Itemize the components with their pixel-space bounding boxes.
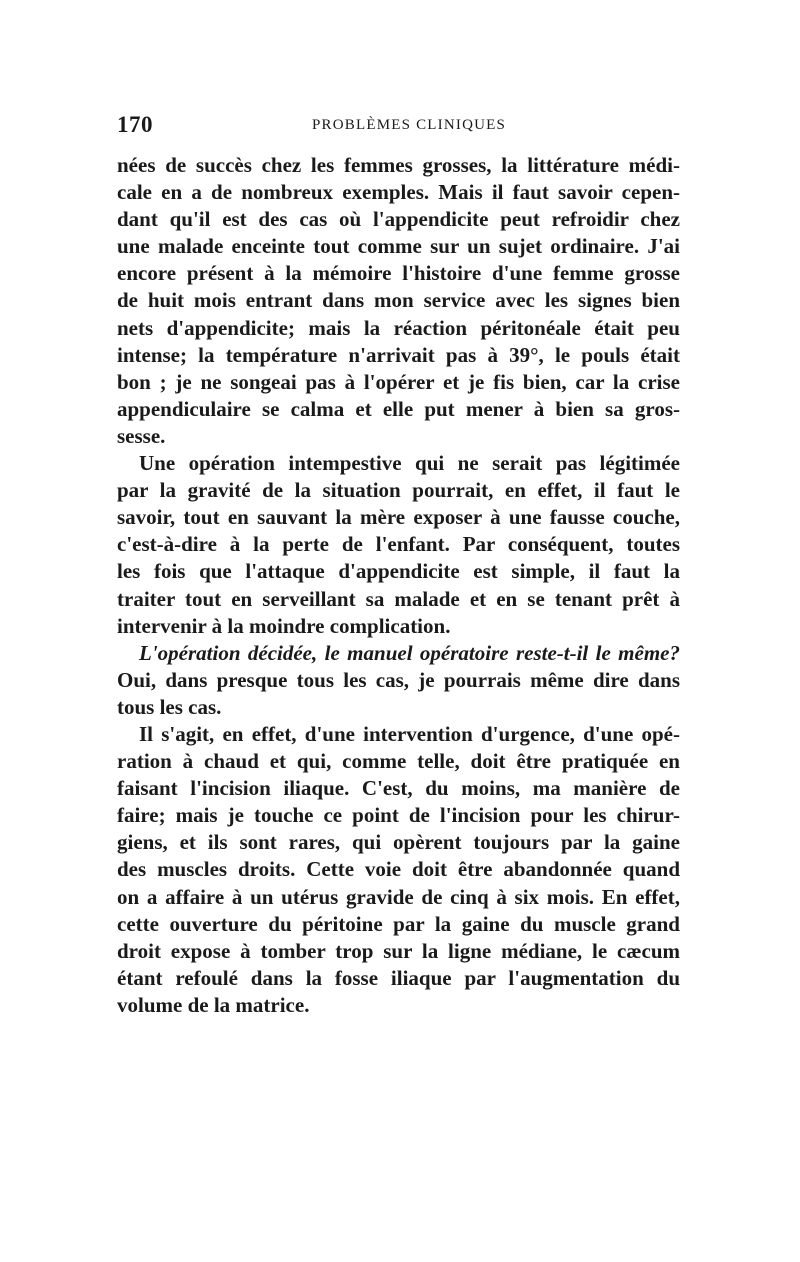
text-line: étant refoulé dans la fosse iliaque par l'augmentation du: [117, 965, 680, 990]
text-line: sesse.: [117, 423, 166, 448]
text-line: volume de la matrice.: [117, 992, 310, 1017]
text-line: Il s'agit, en effet, d'une intervention d'urgence, d'une opé-: [139, 721, 680, 746]
text-line: cale en a de nombreux exemples. Mais il faut savoir cepen-: [117, 180, 680, 205]
text-line: savoir, tout en sauvant la mère exposer à une fausse couche,: [117, 505, 680, 530]
text-line: dant qu'il est des cas où l'appendicite peut refroidir chez: [117, 207, 680, 232]
text-line: faire; mais je touche ce point de l'incision pour les chirur-: [117, 803, 680, 828]
text-line: par la gravité de la situation pourrait, en effet, il faut le: [117, 478, 680, 503]
body-text: [117, 152, 680, 1019]
text-line: traiter tout en serveillant sa malade et en se tenant prêt à: [117, 586, 680, 611]
section-question: [117, 640, 680, 667]
text-line: des muscles droits. Cette voie doit être abandonnée quand: [117, 857, 680, 882]
text-line: cette ouverture du péritoine par la gaine du muscle grand: [117, 911, 680, 936]
text-line: giens, et ils sont rares, qui opèrent toujours par la gaine: [117, 830, 680, 855]
text-line: nées de succès chez les femmes grosses, la littérature médi-: [117, 153, 680, 177]
text-line: on a affaire à un utérus gravide de cinq à six mois. En effet,: [117, 884, 680, 909]
text-line: encore présent à la mémoire l'histoire d'une femme grosse: [117, 261, 680, 286]
page-number: 170: [117, 112, 153, 137]
text-line: ration à chaud et qui, comme telle, doit être pratiquée en: [117, 749, 680, 774]
page-header: [117, 112, 680, 146]
text-line: faisant l'incision iliaque. C'est, du moins, ma manière de: [117, 776, 680, 801]
text-line: intervenir à la moindre complication.: [117, 613, 451, 638]
italic-question: L'opération décidée, le manuel opératoire reste-t-il le même?: [139, 640, 680, 665]
text-line: Une opération intempestive qui ne serait pas légitimée: [139, 451, 680, 476]
text-line: bon ; je ne songeai pas à l'opérer et je fis bien, car la crise: [117, 369, 680, 394]
running-head: PROBLÈMES CLINIQUES: [312, 117, 507, 133]
text-line: nets d'appendicite; mais la réaction péritonéale était peu: [117, 315, 680, 340]
text-line: les fois que l'attaque d'appendicite est simple, il faut la: [117, 559, 680, 584]
text-line: Oui, dans presque tous les cas, je pourrais même dire dans: [117, 667, 680, 692]
text-line: intense; la température n'arrivait pas à 39°, le pouls était: [117, 342, 680, 367]
text-line: de huit mois entrant dans mon service avec les signes bien: [117, 288, 680, 313]
text-line: une malade enceinte tout comme sur un sujet ordinaire. J'ai: [117, 234, 680, 259]
text-line: appendiculaire se calma et elle put mener à bien sa gros-: [117, 396, 680, 421]
text-line: c'est-à-dire à la perte de l'enfant. Par conséquent, toutes: [117, 532, 680, 557]
text-line: tous les cas.: [117, 694, 222, 719]
text-line: droit expose à tomber trop sur la ligne médiane, le cæcum: [117, 938, 680, 963]
